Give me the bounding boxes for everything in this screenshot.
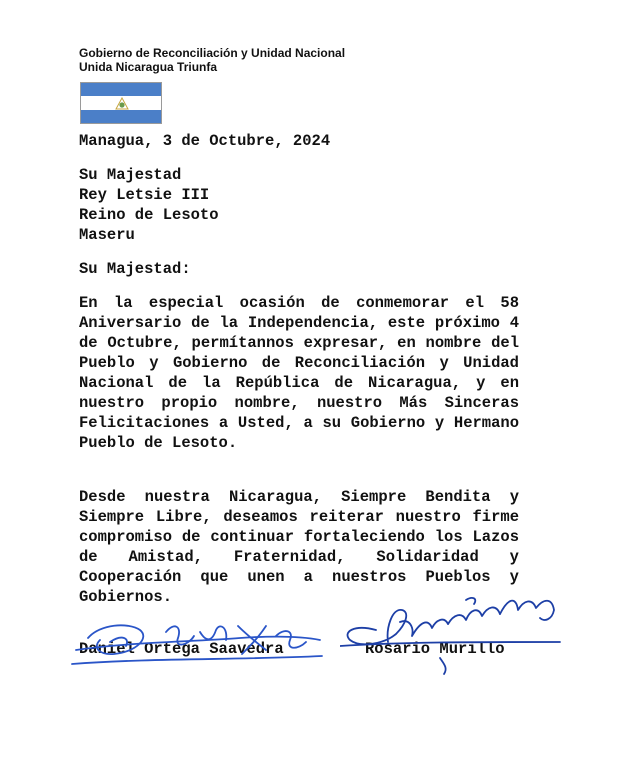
flag-top-stripe	[81, 83, 161, 96]
addressee-line: Maseru	[79, 226, 135, 244]
letterhead	[79, 46, 345, 74]
flag-emblem-icon	[115, 97, 129, 110]
flag-bottom-stripe	[81, 110, 161, 124]
signatory-name-right: Rosario Murillo	[365, 640, 505, 658]
body-paragraph-2: Desde nuestra Nicaragua, Siempre Bendita y Siempre Libre, deseamos reiterar nuestro firme compromiso de continuar fortaleciendo los Lazos de Amistad, Fraternidad, Solidaridad y Cooperación que unen a nuestros Pueblos y Gobiernos.	[79, 488, 519, 606]
nicaragua-flag-icon	[80, 82, 162, 124]
addressee-block	[79, 165, 219, 245]
letter-date: Managua, 3 de Octubre, 2024	[79, 132, 331, 150]
signatory-name-left: Daniel Ortega Saavedra	[79, 640, 284, 658]
letterhead-slogan: Unida Nicaragua Triunfa	[79, 60, 218, 74]
addressee-line: Reino de Lesoto	[79, 206, 219, 224]
addressee-line: Rey Letsie III	[79, 186, 210, 204]
letterhead-government: Gobierno de Reconciliación y Unidad Nacional	[79, 46, 346, 60]
addressee-line: Su Majestad	[79, 166, 182, 184]
salutation: Su Majestad:	[79, 260, 191, 278]
body-paragraph-1: En la especial ocasión de conmemorar el 58 Aniversario de la Independencia, este próximo 4 de Octubre, permítannos expresar, en nombre del Pueblo y Gobierno de Reconciliación y Unidad Nacional de la República de Nicaragua, y en nuestro propio nombre, nuestro Más Sinceras Felicitaciones a Usted, a su Gobierno y Hermano Pueblo de Lesoto.	[79, 294, 519, 452]
